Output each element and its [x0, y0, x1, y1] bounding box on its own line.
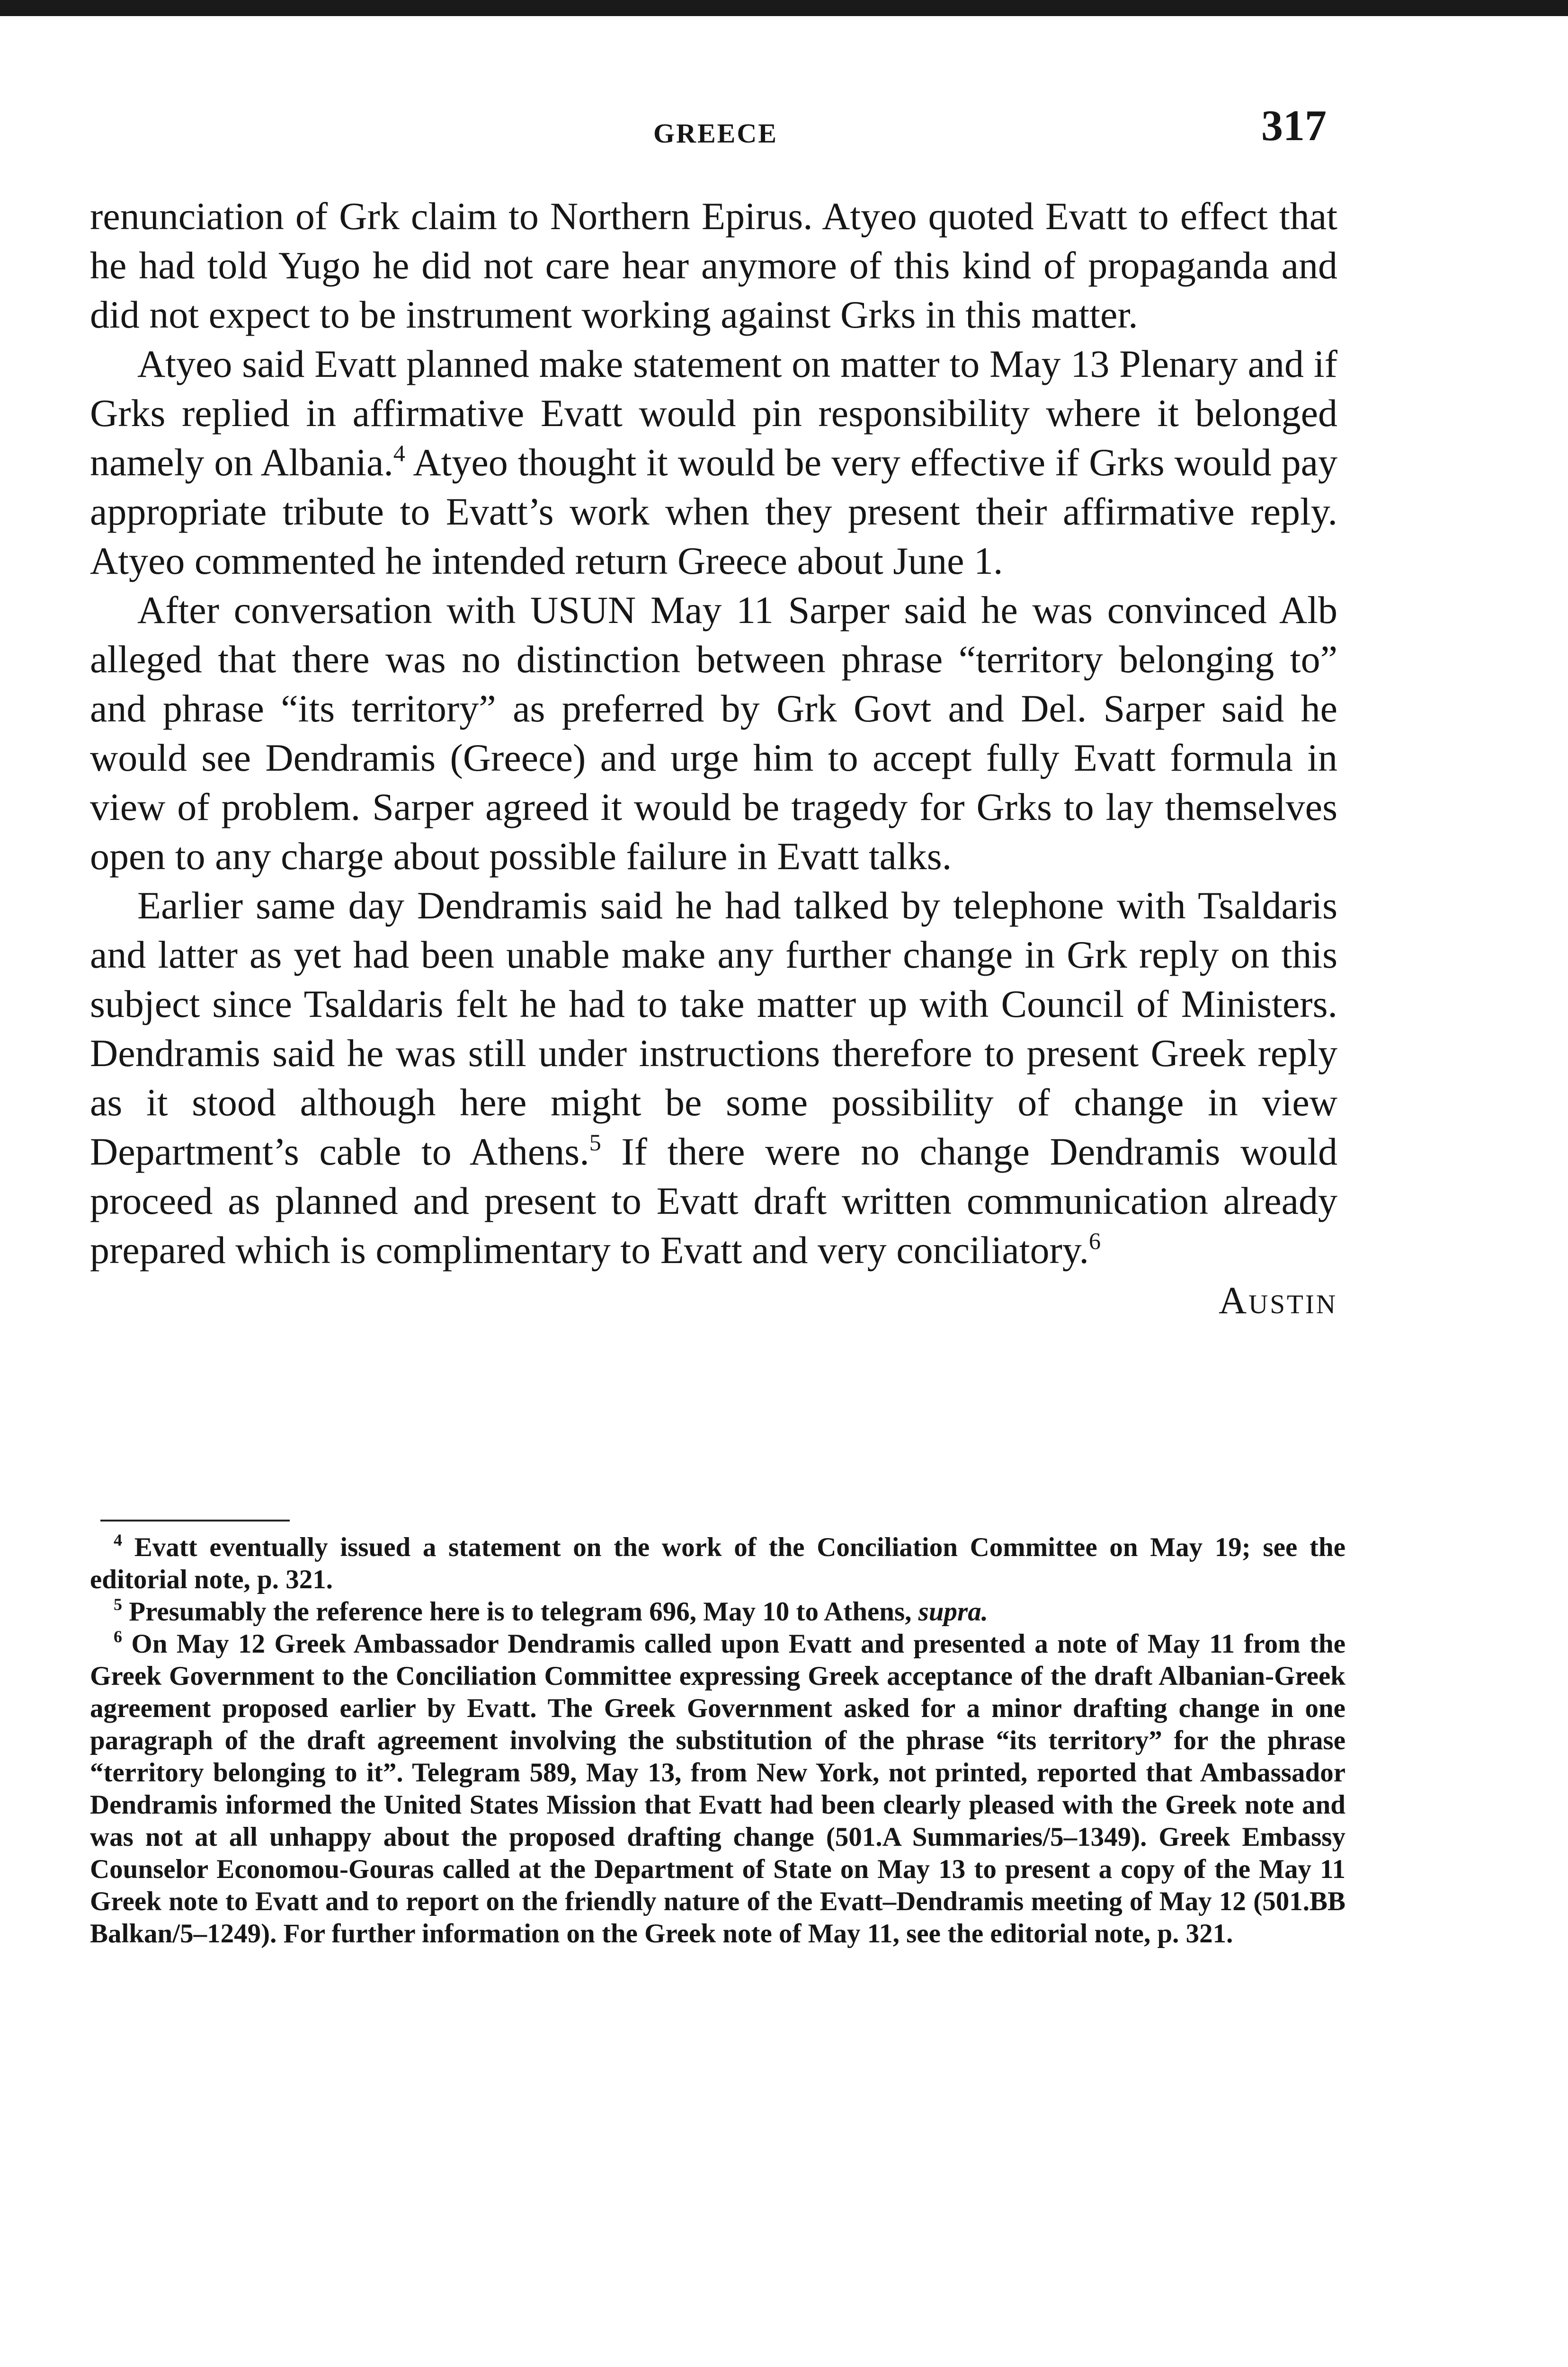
- footnote-6-number: 6: [114, 1627, 122, 1646]
- main-text: [90, 192, 1337, 1325]
- running-head: GREECE: [653, 118, 778, 149]
- footnote-6: [90, 1628, 1345, 1950]
- paragraph-2-text-a: Atyeo said Evatt planned make statement on matter to May 13 Plenary and if Grks replied in affirmative Evatt would pin responsibility where it belonged namely on Albania.: [90, 342, 1337, 484]
- footnote-6-text: On May 12 Greek Ambassador Dendramis called upon Evatt and presented a note of May 11 from the Greek Government to the Conciliation Committee expressing Greek acceptance of the draft Albanian-Greek agreement proposed earlier by Evatt. The Greek Government asked for a minor drafting change in one paragraph of the draft agreement involving the substitution of the phrase “its territory” for the phrase “territory belonging to it”. Telegram 589, May 13, from New York, not printed, reported that Ambassador Dendramis informed the United States Mission that Evatt had been clearly pleased with the Greek note and was not at all unhappy about the proposed drafting change (501.A Summaries/5–1349). Greek Embassy Counselor Economou-Gouras called at the Department of State on May 13 to present a copy of the May 11 Greek note to Evatt and to report on the friendly nature of the Evatt–Dendramis meeting of May 12 (501.BB Balkan/5–1249). For further information on the Greek note of May 11, see the editorial note, p. 321.: [90, 1629, 1345, 1949]
- paragraph-4-text-a: Earlier same day Dendramis said he had talked by telephone with Tsaldaris and latter as yet had been unable make any further change in Grk reply on this subject since Tsaldaris felt he had to take matter up with Council of Ministers. Dendramis said he was still under instructions therefore to present Greek reply as it stood although here might be some possibility of change in view Department’s cable to Athens.: [90, 884, 1337, 1173]
- paragraph-1: renunciation of Grk claim to Northern Epirus. Atyeo quoted Evatt to effect that he had told Yugo he did not care hear anymore of this kind of propaganda and did not expect to be instrument working against Grks in this matter.: [90, 195, 1337, 336]
- footnote-ref-5: 5: [589, 1129, 601, 1156]
- paragraph-4-text-b: If there were no change Dendramis would proceed as planned and present to Evatt draft written communication already prepared which is complimentary to Evatt and very conciliatory.: [90, 1130, 1337, 1272]
- footnote-ref-6: 6: [1089, 1228, 1101, 1254]
- top-border: [0, 0, 1568, 16]
- paragraph-3: After conversation with USUN May 11 Sarper said he was convinced Alb alleged that there was no distinction between phrase “territory belonging to” and phrase “its territory” as preferred by Grk Govt and Del. Sarper said he would see Dendramis (Greece) and urge him to accept fully Evatt formula in view of problem. Sarper agreed it would be tragedy for Grks to lay themselves open to any charge about possible failure in Evatt talks.: [90, 588, 1337, 878]
- signature: Austin: [1218, 1279, 1337, 1322]
- footnote-4: [90, 1531, 1345, 1596]
- footnote-4-text: Evatt eventually issued a statement on the work of the Conciliation Committee on May 19; see the editorial note, p. 321.: [90, 1532, 1345, 1594]
- paragraph-4: [90, 881, 1337, 1275]
- footnote-5: [90, 1596, 1345, 1628]
- paragraph-2: [90, 339, 1337, 586]
- footnote-rule: [100, 1520, 290, 1522]
- footnote-5-number: 5: [114, 1595, 122, 1614]
- footnote-5-text: Presumably the reference here is to telegram 696, May 10 to Athens,: [122, 1597, 918, 1627]
- page-number: 317: [1261, 101, 1327, 150]
- footnotes: [90, 1531, 1345, 1950]
- footnote-5-supra: supra.: [918, 1597, 988, 1627]
- footnote-4-number: 4: [114, 1531, 122, 1549]
- paragraph-2-text-b: Atyeo thought it would be very effective if Grks would pay appropriate tribute to Evatt’s work when they present their affirmative reply. Atyeo commented he intended return Greece about June 1.: [90, 441, 1337, 582]
- footnote-ref-4: 4: [393, 440, 405, 466]
